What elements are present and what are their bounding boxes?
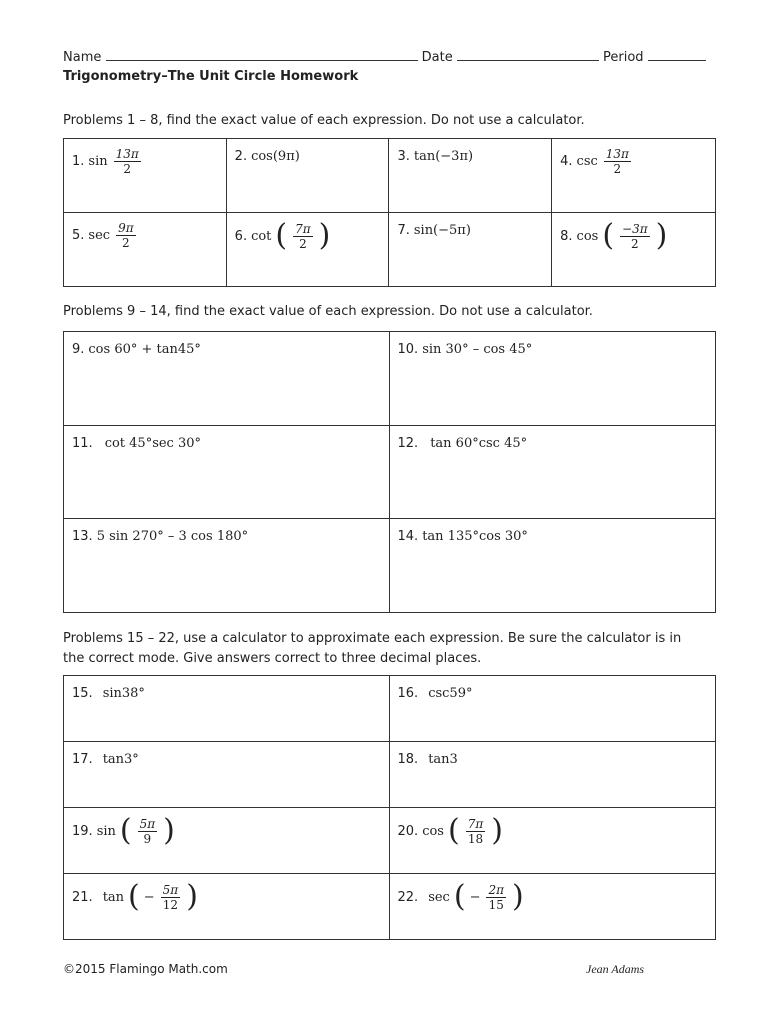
fraction: $\frac{9\pi}{2}$ [118, 221, 134, 250]
fraction: $\frac{-3\pi}{2}$ [622, 221, 648, 251]
section3-instruction: Problems 15 – 22, use a calculator to approximate each expression. Be sure the calculator is in the correct mode. Give answers correct to three decimal places. [63, 631, 682, 666]
problem-7: 7. sin(−5π) [397, 223, 471, 238]
author-name: Jean Adams [586, 962, 645, 976]
problem-10: 10. sin 30° – cos 45° [397, 342, 533, 357]
problem-3: 3. tan(−3π) [397, 149, 474, 164]
period-field[interactable] [648, 48, 706, 61]
fraction: $\frac{7\pi}{18}$ [467, 816, 484, 846]
problem-22: 22. sec ( − $\frac{2\pi}{15}$ ) [397, 879, 524, 914]
period-label: Period [603, 50, 644, 65]
problem-1 [64, 139, 226, 184]
name-label: Name [63, 50, 102, 65]
problem-11: 11. cot 45°sec 30° [72, 436, 202, 451]
problem-number: 1. [72, 154, 85, 169]
problem-6: 6. cot ( $\frac{7\pi}{2}$ ) [234, 218, 331, 253]
problem-21: 21. tan ( − $\frac{5\pi}{12}$ ) [72, 879, 198, 914]
date-field[interactable] [457, 48, 599, 61]
problem-12: 12. tan 60°csc 45° [397, 436, 528, 451]
problem-18: 18. tan3 [397, 752, 458, 767]
problem-13: 13. 5 sin 270° – 3 cos 180° [72, 529, 249, 544]
section3-table [63, 675, 716, 940]
fraction: $\frac{2\pi}{15}$ [488, 882, 504, 912]
problem-14: 14. tan 135°cos 30° [397, 529, 528, 544]
fraction: $\frac{7\pi}{2}$ [295, 221, 311, 251]
fraction: $\frac{13\pi}{2}$ [605, 147, 629, 176]
fraction: $\frac{5\pi}{9}$ [139, 816, 156, 846]
expression: tan(−3π) [413, 149, 474, 164]
problem-17: 17. tan3° [72, 752, 139, 767]
section1-instruction: Problems 1 – 8, find the exact value of each expression. Do not use a calculator. [63, 113, 585, 128]
problem-4: 4. csc $\frac{13\pi}{2}$ [560, 147, 629, 176]
problem-15: 15. sin38° [72, 686, 145, 701]
problem-20: 20. cos ( $\frac{7\pi}{18}$ ) [397, 813, 503, 848]
page-title: Trigonometry–The Unit Circle Homework [63, 69, 359, 84]
problem-16: 16. csc59° [397, 686, 473, 701]
student-info-line [63, 48, 713, 65]
problem-2: 2. cos(9π) [234, 149, 300, 164]
section1-table [63, 138, 716, 287]
fraction: $\frac{13\pi}{2}$ [115, 147, 139, 176]
problem-8: 8. cos ( $\frac{-3\pi}{2}$ ) [560, 218, 668, 253]
section2-instruction: Problems 9 – 14, find the exact value of each expression. Do not use a calculator. [63, 304, 593, 319]
trig-function: sin [88, 154, 108, 169]
date-label: Date [421, 50, 453, 65]
problem-9: 9. cos 60° + tan45° [72, 342, 201, 357]
name-field[interactable] [106, 48, 418, 61]
section2-table [63, 331, 716, 613]
problem-19: 19. sin ( $\frac{5\pi}{9}$ ) [72, 813, 175, 848]
fraction: $\frac{5\pi}{12}$ [162, 882, 179, 912]
copyright: ©2015 Flamingo Math.com [63, 962, 228, 976]
expression: cos(9π) [251, 149, 300, 164]
problem-5: 5. sec $\frac{9\pi}{2}$ [72, 221, 134, 250]
